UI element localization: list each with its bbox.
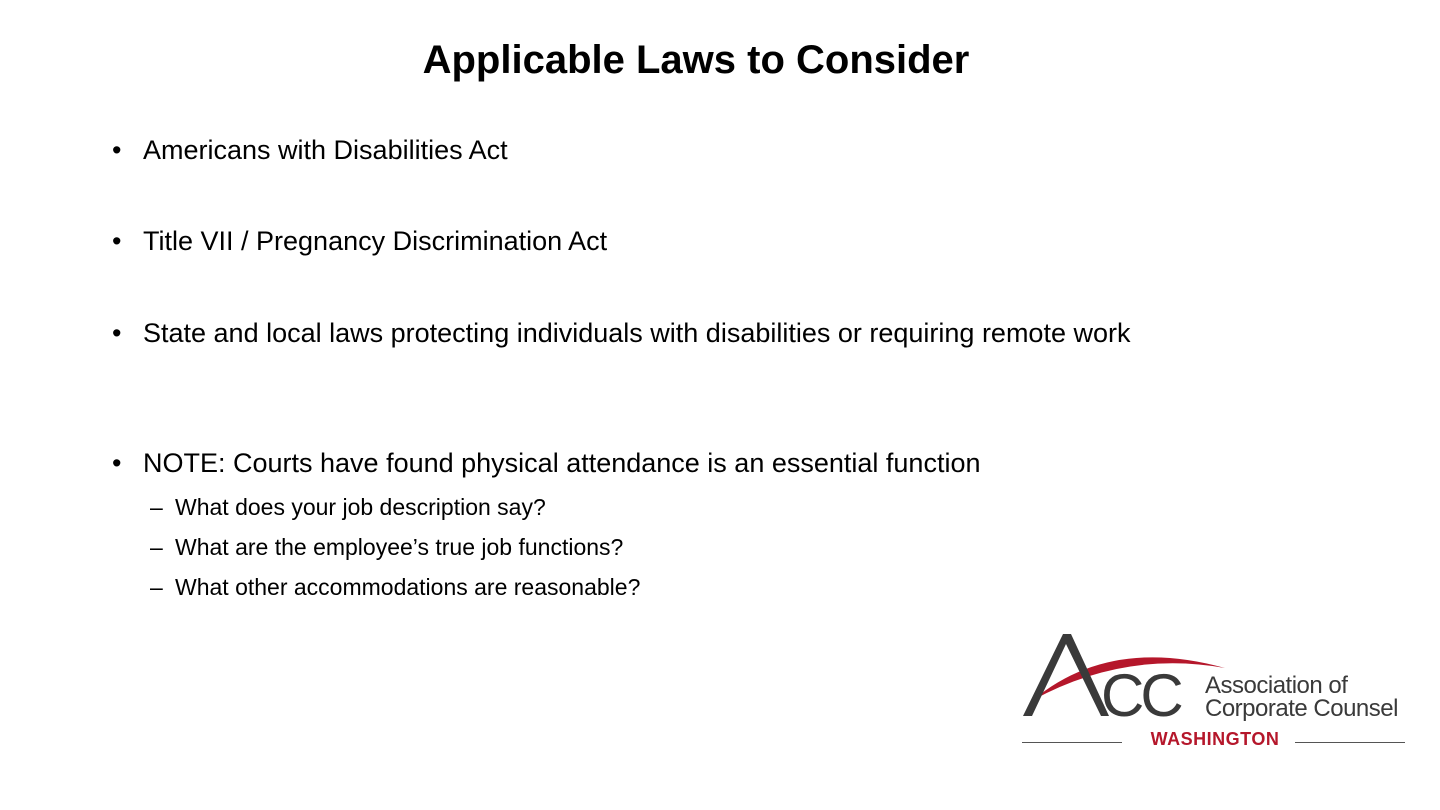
logo-city: WASHINGTON: [1150, 729, 1280, 749]
bullet-text: State and local laws protecting individuals with disabilities or requiring remote work: [143, 318, 1131, 348]
bullet-item: [112, 444, 1232, 483]
logo-letters-cc: CC: [1101, 662, 1180, 728]
sub-bullet-marker: –: [150, 494, 163, 520]
bullet-text: Title VII / Pregnancy Discrimination Act: [143, 226, 608, 256]
slide-title: Applicable Laws to Consider: [422, 38, 970, 82]
bullet-text: NOTE: Courts have found physical attendance is an essential function: [143, 448, 981, 478]
bullet-text: Americans with Disabilities Act: [143, 135, 508, 165]
bullet-marker: •: [112, 448, 122, 478]
bullet-marker: •: [112, 318, 122, 348]
sub-bullet-marker: –: [150, 534, 163, 560]
sub-bullet-item: [150, 532, 623, 562]
sub-bullet-text: What does your job description say?: [175, 494, 546, 520]
acc-washington-logo: [1015, 628, 1415, 758]
logo-name-line2: Corporate Counsel: [1205, 695, 1398, 722]
bullet-item: [112, 314, 1232, 353]
logo-rule-right: [1295, 742, 1405, 743]
bullet-item: [112, 131, 1232, 170]
logo-name-line1: Association of: [1205, 672, 1348, 699]
sub-bullet-item: [150, 492, 546, 522]
bullet-item: [112, 222, 1232, 261]
sub-bullet-item: [150, 572, 640, 602]
bullet-marker: •: [112, 226, 122, 256]
sub-bullet-text: What are the employee’s true job functions?: [175, 534, 624, 560]
sub-bullet-text: What other accommodations are reasonable?: [175, 574, 641, 600]
logo-letter-a: [1023, 634, 1109, 716]
sub-bullet-marker: –: [150, 574, 163, 600]
bullet-marker: •: [112, 135, 122, 165]
